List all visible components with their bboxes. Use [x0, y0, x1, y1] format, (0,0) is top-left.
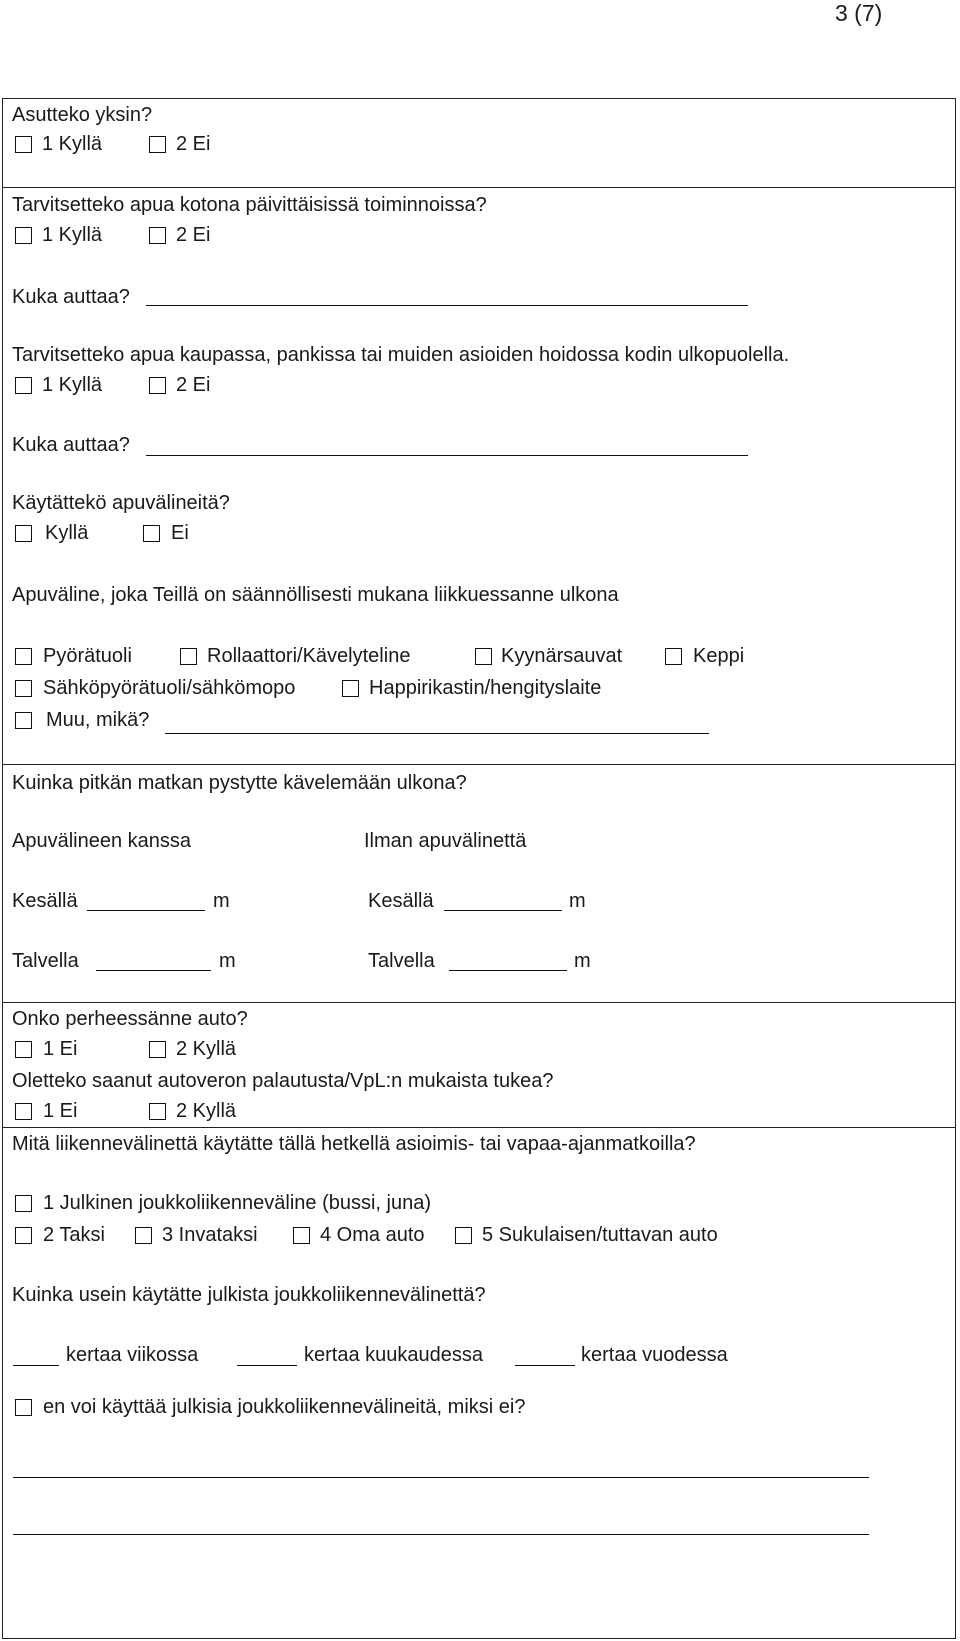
winter-without-aid-field[interactable] [449, 970, 567, 971]
section-divider [3, 1002, 955, 1003]
label-electric-wheelchair: Sähköpyörätuoli/sähkömopo [43, 677, 296, 699]
checkbox-other-aid[interactable] [15, 712, 32, 729]
reason-field-line-2[interactable] [13, 1534, 869, 1535]
checkbox-rollator[interactable] [180, 648, 197, 665]
label-own-car: 4 Oma auto [320, 1224, 425, 1246]
label-tax-no: 1 Ei [43, 1100, 78, 1122]
label-without-aid: Ilman apuvälinettä [364, 830, 527, 852]
question-walk-distance: Kuinka pitkän matkan pystytte kävelemään ulkona? [12, 772, 467, 794]
checkbox-cane[interactable] [665, 648, 682, 665]
label-winter-without-aid: Talvella [368, 950, 435, 972]
section-divider [3, 187, 955, 188]
label-aids-no: Ei [171, 522, 189, 544]
checkbox-aids-no[interactable] [143, 525, 160, 542]
unit-summer-without-aid: m [569, 890, 586, 912]
checkbox-help-home-no[interactable] [149, 227, 166, 244]
checkbox-taxi[interactable] [15, 1227, 32, 1244]
per-year-field[interactable] [515, 1365, 575, 1366]
checkbox-car-no[interactable] [15, 1041, 32, 1058]
summer-without-aid-field[interactable] [444, 910, 562, 911]
label-car-yes: 2 Kyllä [176, 1038, 237, 1060]
label-other-aid: Muu, mikä? [46, 709, 150, 731]
label-per-week: kertaa viikossa [66, 1344, 199, 1366]
label-tax-yes: 2 Kyllä [176, 1100, 237, 1122]
checkbox-cannot-use-public[interactable] [15, 1399, 32, 1416]
checkbox-relative-car[interactable] [455, 1227, 472, 1244]
label-invataxi: 3 Invataksi [162, 1224, 258, 1246]
other-aid-field[interactable] [165, 733, 709, 734]
checkbox-crutches[interactable] [475, 648, 492, 665]
checkbox-alone-yes[interactable] [15, 136, 32, 153]
checkbox-invataxi[interactable] [135, 1227, 152, 1244]
checkbox-tax-no[interactable] [15, 1103, 32, 1120]
who-helps-home-field[interactable] [146, 305, 748, 306]
questionnaire-form [2, 98, 956, 1639]
section-divider [3, 1127, 955, 1128]
question-transport-mode: Mitä liikennevälinettä käytätte tällä hetkellä asioimis- tai vapaa-ajanmatkoilla? [12, 1133, 696, 1155]
label-with-aid: Apuvälineen kanssa [12, 830, 192, 852]
question-live-alone: Asutteko yksin? [12, 104, 153, 126]
label-help-outside-no: 2 Ei [176, 374, 211, 396]
checkbox-help-home-yes[interactable] [15, 227, 32, 244]
question-uses-aids: Käytättekö apuvälineitä? [12, 492, 230, 514]
per-week-field[interactable] [13, 1365, 59, 1366]
label-per-month: kertaa kuukaudessa [304, 1344, 484, 1366]
label-winter-with-aid: Talvella [12, 950, 79, 972]
checkbox-car-yes[interactable] [149, 1041, 166, 1058]
checkbox-aids-yes[interactable] [15, 525, 32, 542]
label-taxi: 2 Taksi [43, 1224, 105, 1246]
label-help-home-yes: 1 Kyllä [42, 224, 103, 246]
reason-field-line-1[interactable] [13, 1477, 869, 1478]
winter-with-aid-field[interactable] [96, 970, 211, 971]
label-wheelchair: Pyörätuoli [43, 645, 132, 667]
label-who-helps-home: Kuka auttaa? [12, 286, 130, 308]
question-help-outside: Tarvitsetteko apua kaupassa, pankissa tai muiden asioiden hoidossa kodin ulkopuolella. [12, 344, 790, 366]
question-aid-outdoor: Apuväline, joka Teillä on säännöllisesti mukana liikkuessanne ulkona [12, 584, 619, 606]
label-oxygen: Happirikastin/hengityslaite [369, 677, 602, 699]
label-rollator: Rollaattori/Kävelyteline [207, 645, 411, 667]
checkbox-help-outside-no[interactable] [149, 377, 166, 394]
label-public-transport: 1 Julkinen joukkoliikenneväline (bussi, juna) [43, 1192, 431, 1214]
question-family-car: Onko perheessänne auto? [12, 1008, 248, 1030]
label-car-no: 1 Ei [43, 1038, 78, 1060]
label-who-helps-outside: Kuka auttaa? [12, 434, 130, 456]
checkbox-wheelchair[interactable] [15, 648, 32, 665]
unit-winter-with-aid: m [219, 950, 236, 972]
label-summer-with-aid: Kesällä [12, 890, 78, 912]
section-divider [3, 764, 955, 765]
label-help-home-no: 2 Ei [176, 224, 211, 246]
label-relative-car: 5 Sukulaisen/tuttavan auto [482, 1224, 718, 1246]
page-number: 3 (7) [835, 0, 883, 26]
question-car-tax: Oletteko saanut autoveron palautusta/VpL:n mukaista tukea? [12, 1070, 554, 1092]
label-crutches: Kyynärsauvat [501, 645, 623, 667]
checkbox-own-car[interactable] [293, 1227, 310, 1244]
per-month-field[interactable] [237, 1365, 297, 1366]
label-alone-no: 2 Ei [176, 133, 211, 155]
checkbox-electric-wheelchair[interactable] [15, 680, 32, 697]
checkbox-tax-yes[interactable] [149, 1103, 166, 1120]
label-cannot-use-public: en voi käyttää julkisia joukkoliikennevälineitä, miksi ei? [43, 1396, 526, 1418]
label-alone-yes: 1 Kyllä [42, 133, 103, 155]
label-per-year: kertaa vuodessa [581, 1344, 728, 1366]
summer-with-aid-field[interactable] [87, 910, 205, 911]
checkbox-public-transport[interactable] [15, 1195, 32, 1212]
label-cane: Keppi [693, 645, 745, 667]
checkbox-oxygen[interactable] [342, 680, 359, 697]
question-public-frequency: Kuinka usein käytätte julkista joukkoliikennevälinettä? [12, 1284, 486, 1306]
checkbox-alone-no[interactable] [149, 136, 166, 153]
unit-summer-with-aid: m [213, 890, 230, 912]
checkbox-help-outside-yes[interactable] [15, 377, 32, 394]
label-aids-yes: Kyllä [45, 522, 89, 544]
who-helps-outside-field[interactable] [146, 455, 748, 456]
unit-winter-without-aid: m [574, 950, 591, 972]
label-summer-without-aid: Kesällä [368, 890, 434, 912]
label-help-outside-yes: 1 Kyllä [42, 374, 103, 396]
question-help-home: Tarvitsetteko apua kotona päivittäisissä toiminnoissa? [12, 194, 487, 216]
